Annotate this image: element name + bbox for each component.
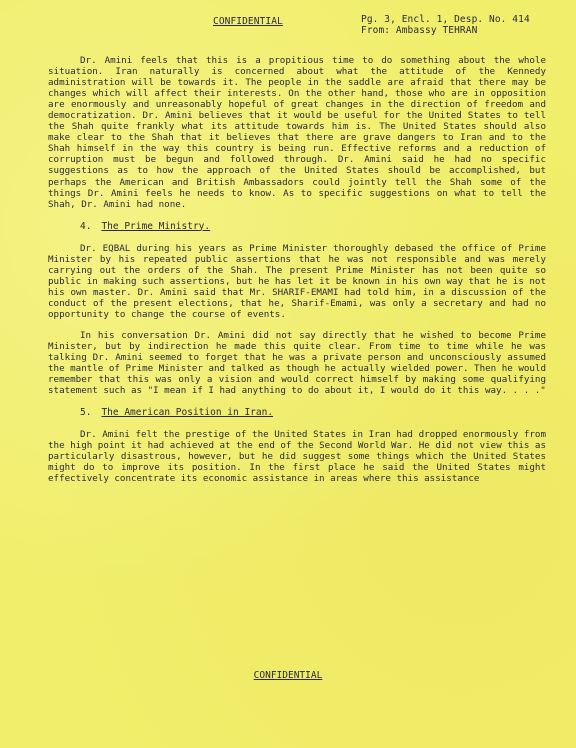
classification-mark-top: CONFIDENTIAL (213, 16, 283, 27)
paragraph-amini-conversation: In his conversation Dr. Amini did not say directly that he wished to become Prime Minister, but by indirection he made this quite clear. From time to time while he was talking Dr. Amini seemed to forget that he was a private person and unconsciously assumed the mantle of Prime Minister and talked as though he actually wielded power. Then he would remember that this was only a vision and would correct himself by making some qualifying statement such as "I mean if I had anything to do about it, I would do it this way. . . ." (48, 329, 546, 397)
paragraph-us-prestige: Dr. Amini felt the prestige of the United States in Iran had dropped enormously from the high point it had achieved at the end of the Second World War. He did not view this as particularly disastrous, however, but he did suggest some things which the United States might do to improve its position. In the first place he said the United States might effectively concentrate its economic assistance in areas where this assistance (48, 429, 546, 485)
classification-mark-bottom: CONFIDENTIAL (253, 670, 323, 681)
paragraph-eqbal: Dr. EQBAL during his years as Prime Minister thoroughly debased the office of Prime Minister by his repeated public assertions that he was not responsible and was merely carrying out the orders of the Shah. The present Prime Minister has not been quite so public in making such assertions, but he has let it be known in his own way that he is not his own master. Dr. Amini said that Mr. SHARIF-EMAMI had told him, in a discussion of the conduct of the present elections, that he, Sharif-Emami, was only a secretary and had no opportunity to change the course of events. (48, 242, 546, 320)
page-header (213, 14, 546, 36)
section-heading-american-position (80, 407, 546, 418)
reference-line-2: From: Ambassy TEHRAN (361, 25, 478, 36)
paragraph-amini-situation: Dr. Amini feels that this is a propitious time to do something about the whole situation. Iran naturally is concerned about what the attitude of the Kennedy administration will be towards it. The people in the saddle are afraid that there may be changes which will affect their interests. On the other hand, those who are in opposition are enormously and unreasonably hopeful of great changes in the direction of freedom and democratization. Dr. Amini believes that it would be useful for the United States to tell the Shah quite frankly what its attitude towards him is. The United States should also make clear to the Shah that it believes that there are grave dangers to Iran and to the Shah himself in the way this country is being run. Effective reforms and a reduction of corruption must be begun and followed through. Dr. Amini said he had no specific suggestions as to how the approach of the United States should be accomplished, but perhaps the American and British Ambassadors could jointly tell the Shah some of the things Dr. Amini feels he needs to know. As to specific suggestions on what to tell the Shah, Dr. Amini had none. (48, 55, 546, 210)
document-reference (361, 14, 546, 36)
section-number: 5. (80, 407, 92, 419)
section-heading-prime-ministry (80, 221, 546, 232)
section-number: 4. (80, 220, 92, 232)
section-title: The American Position in Iran. (101, 407, 274, 419)
reference-line-1: Pg. 3, Encl. 1, Desp. No. 414 (361, 14, 530, 25)
section-title: The Prime Ministry. (101, 220, 211, 232)
